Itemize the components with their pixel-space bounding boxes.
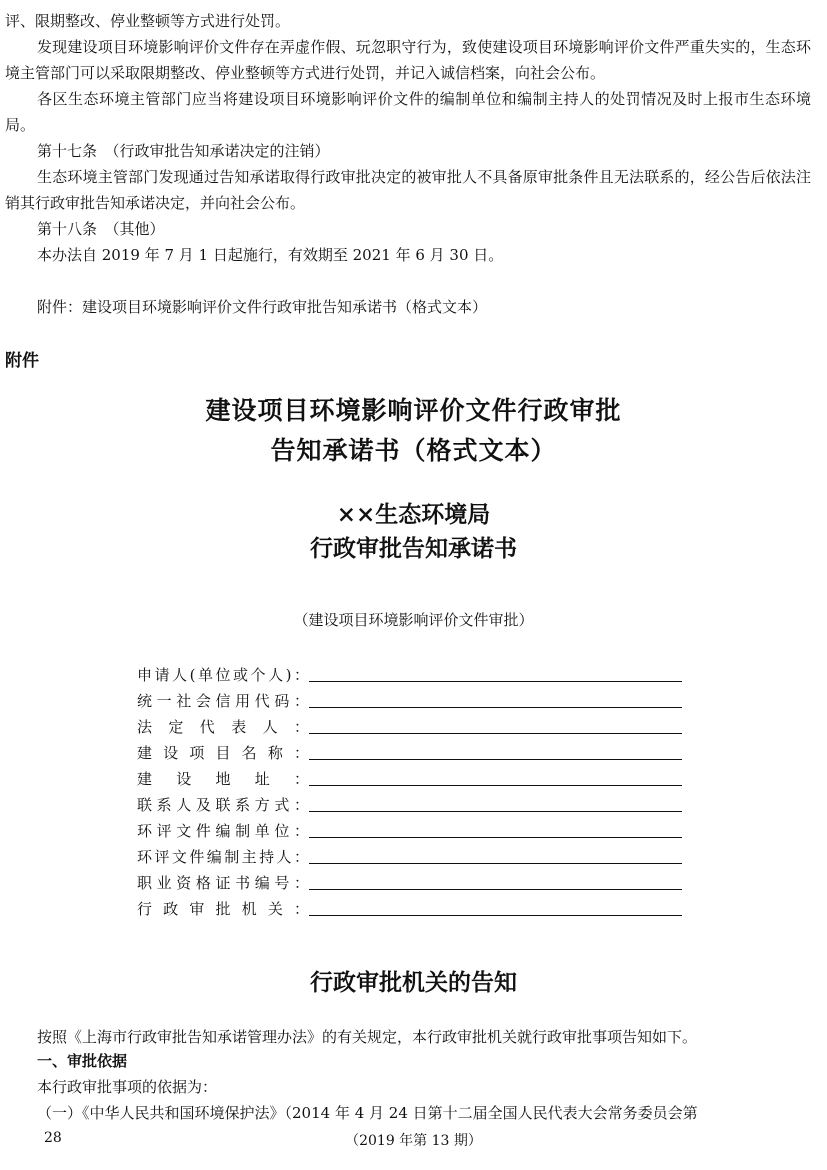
document-title-line2: 告知承诺书（格式文本） [270,436,557,465]
form-row-authority [137,894,682,920]
attachment-heading: 附件 [5,351,39,371]
project-name-field-line[interactable] [309,741,682,760]
paragraph-penalty-end: 评、限期整改、停业整顿等方式进行处罚。 [5,12,291,30]
applicant-form [137,660,682,920]
address-field-line[interactable] [309,767,682,786]
paragraph-falsification: 发现建设项目环境影响评价文件存在弄虚作假、玩忽职守行为，致使建设项目环境影响评价文件严重失实的，生态环境主管部门可以采取限期整改、停业整顿等方式进行处罚，并记入诚信档案，向社会公布。 [5,38,811,82]
field-label: 联系人及联系方式： [137,796,309,814]
paragraph-district-report: 各区生态环境主管部门应当将建设项目环境影响评价文件的编制单位和编制主持人的处罚情况及时上报市生态环境局。 [5,90,811,134]
article-18-heading: 第十八条 （其他） [37,220,165,238]
form-title-line2: 行政审批告知承诺书 [310,535,517,562]
form-row-contact [137,790,682,816]
form-title-line1: ××生态环境局 [336,501,491,528]
form-subtitle: （建设项目环境影响评价文件审批） [293,611,534,629]
applicant-field-line[interactable] [309,663,682,682]
form-row-credit-code [137,686,682,712]
credit-code-field-line[interactable] [309,689,682,708]
paragraph-cancellation: 生态环境主管部门发现通过告知承诺取得行政审批决定的被审批人不具备原审批条件且无法联系的，经公告后依法注销其行政审批告知承诺决定，并向社会公布。 [5,168,811,212]
form-row-certificate [137,868,682,894]
certificate-field-line[interactable] [309,871,682,890]
notice-intro: 按照《上海市行政审批告知承诺管理办法》的有关规定，本行政审批机关就行政审批事项告知如下。 [37,1028,698,1046]
field-label: 建设地址： [137,770,309,788]
basis-item-1: （一）《中华人民共和国环境保护法》（2014 年 4 月 24 日第十二届全国人民代表大会常务委员会第 [37,1104,698,1122]
form-row-preparer-host [137,842,682,868]
issue-number: （2019 年第 13 期） [345,1133,482,1149]
field-label: 职业资格证书编号： [137,874,309,892]
form-row-address [137,764,682,790]
form-row-project-name [137,738,682,764]
field-label: 行政审批机关： [137,900,309,918]
document-title-line1: 建设项目环境影响评价文件行政审批 [205,396,622,425]
preparer-host-field-line[interactable] [309,845,682,864]
paragraph-effective-date: 本办法自 2019 年 7 月 1 日起施行，有效期至 2021 年 6 月 30 日。 [37,246,504,264]
field-label: 法定代表人： [137,718,309,736]
field-label: 统一社会信用代码： [137,692,309,710]
basis-line: 本行政审批事项的依据为： [37,1078,218,1096]
field-label: 环评文件编制主持人： [137,848,309,866]
notice-title: 行政审批机关的告知 [310,969,517,996]
article-17-heading: 第十七条 （行政审批告知承诺决定的注销） [37,142,330,160]
legal-rep-field-line[interactable] [309,715,682,734]
preparer-unit-field-line[interactable] [309,819,682,838]
field-label: 建设项目名称： [137,744,309,762]
form-row-preparer-unit [137,816,682,842]
contact-field-line[interactable] [309,793,682,812]
field-label: 申请人(单位或个人)： [137,666,309,684]
attachment-note: 附件：建设项目环境影响评价文件行政审批告知承诺书（格式文本） [37,298,488,316]
form-row-legal-rep [137,712,682,738]
page-number: 28 [44,1130,62,1146]
authority-field-line[interactable] [309,897,682,916]
section-1-heading: 一、审批依据 [37,1052,128,1070]
form-row-applicant [137,660,682,686]
field-label: 环评文件编制单位： [137,822,309,840]
